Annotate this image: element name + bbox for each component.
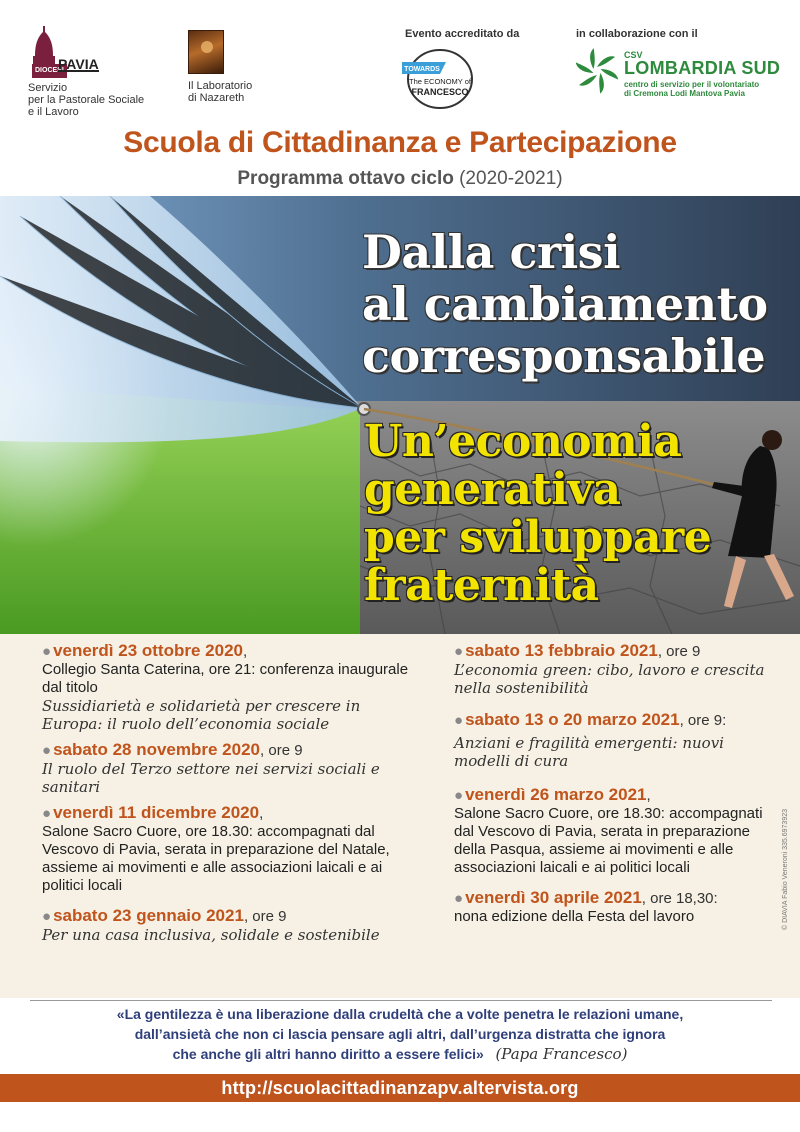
diocesi-mark-label: DIOCESI xyxy=(32,64,67,78)
accredited-label: Evento accreditato da xyxy=(405,28,520,40)
event-item xyxy=(454,786,774,877)
laboratorio-logo-block xyxy=(188,30,308,104)
bullet-icon: ● xyxy=(42,908,52,925)
quote-block xyxy=(0,1004,800,1064)
event-item xyxy=(42,642,422,733)
csv-flower-icon xyxy=(574,48,620,94)
program-section xyxy=(0,634,800,998)
event-title: Il ruolo del Terzo settore nei servizi sociali e sanitari xyxy=(42,760,380,796)
event-item xyxy=(454,889,774,926)
subtitle-bold: Programma ottavo ciclo xyxy=(237,168,454,189)
csv-name: LOMBARDIA SUD xyxy=(624,58,781,78)
diocesi-logo-block xyxy=(28,26,158,118)
event-description: Salone Sacro Cuore, ore 18.30: accompagnati dal Vescovo di Pavia, serata in preparazione della Pasqua, assieme ai movimenti e alle associazioni laicali e ai politici locali xyxy=(454,805,763,876)
page-title: Scuola di Cittadinanza e Partecipazione xyxy=(123,126,677,159)
event-description: nona edizione della Festa del lavoro xyxy=(454,908,695,925)
diocesi-line-2: per la Pastorale Sociale xyxy=(28,94,145,106)
event-date: venerdì 26 marzo 2021 xyxy=(465,785,647,804)
hero-sub-line-1: Un’economia xyxy=(364,416,682,467)
csv-logo-block xyxy=(574,44,784,100)
laboratorio-line-2: di Nazareth xyxy=(188,92,245,104)
event-time: , ore 18,30: xyxy=(641,890,718,907)
laboratorio-line-1: Il Laboratorio xyxy=(188,80,253,92)
event-title: Per una casa inclusiva, solidale e sostenibile xyxy=(42,926,380,944)
event-time: , xyxy=(646,787,651,804)
quote-line-1: «La gentilezza è una liberazione dalla crudeltà che a volte penetra le relazioni umane, xyxy=(116,1006,684,1022)
eof-line-2: The ECONOMY of xyxy=(409,77,471,86)
event-description: Collegio Santa Caterina, ore 21: conferenza inaugurale dal titolo xyxy=(42,661,409,696)
events-column-right xyxy=(454,642,774,934)
event-description: Salone Sacro Cuore, ore 18.30: accompagnati dal Vescovo di Pavia, serata in preparazione del Natale, assieme ai movimenti e alle associazioni laicali e ai politici locali xyxy=(42,823,390,894)
collaboration-label: in collaborazione con il xyxy=(576,28,698,40)
diocesi-mark-city: PAVIA xyxy=(58,56,99,72)
event-title: Anziani e fragilità emergenti: nuovi modelli di cura xyxy=(454,734,724,770)
event-time: , xyxy=(242,643,248,660)
event-time: , ore 9: xyxy=(679,712,727,729)
event-item xyxy=(454,642,774,697)
hero-sub-line-3: per sviluppare xyxy=(364,512,712,563)
csv-acronym: CSV xyxy=(624,50,643,60)
laboratorio-image xyxy=(188,30,224,74)
event-date: sabato 23 gennaio 2021 xyxy=(53,906,244,925)
footer-bar xyxy=(0,1074,800,1102)
bullet-icon: ● xyxy=(42,805,52,822)
economy-of-francesco-badge xyxy=(400,46,476,110)
event-item xyxy=(42,741,422,796)
bullet-icon: ● xyxy=(454,643,464,660)
photo-credit: © DIAVIA Fabio Veneroni 335.6973923 xyxy=(782,808,789,930)
bullet-icon: ● xyxy=(42,742,52,759)
event-time: , ore 9 xyxy=(243,908,287,925)
event-date: sabato 13 o 20 marzo 2021 xyxy=(465,710,680,729)
hero-title-line-1: Dalla crisi xyxy=(362,225,621,279)
diocesi-line-1: Servizio xyxy=(28,82,68,94)
bullet-icon: ● xyxy=(454,787,464,804)
hero-sub-line-2: generativa xyxy=(364,464,621,515)
quote-author: (Papa Francesco) xyxy=(495,1045,628,1063)
event-title: Sussidiarietà e solidarietà per crescere in Europa: il ruolo dell’economia sociale xyxy=(42,697,361,733)
event-time: , ore 9 xyxy=(657,643,701,660)
hero-banner xyxy=(0,196,800,634)
hero-title xyxy=(362,226,768,382)
page-subtitle xyxy=(0,168,800,190)
csv-sub-line-1: centro di servizio per il volontariato xyxy=(624,80,760,89)
bullet-icon: ● xyxy=(454,712,464,729)
diocesi-logo xyxy=(28,26,100,78)
quote-line-3: che anche gli altri hanno diritto a essere felici» xyxy=(172,1046,484,1062)
event-date: venerdì 30 aprile 2021 xyxy=(465,888,642,907)
hero-title-line-2: al cambiamento xyxy=(362,277,768,331)
hero-sub-line-4: fraternità xyxy=(364,560,599,611)
event-item xyxy=(454,711,774,770)
divider xyxy=(30,1000,772,1001)
event-time: , xyxy=(259,805,264,822)
website-link[interactable]: http://scuolacittadinanzapv.altervista.org xyxy=(221,1078,579,1098)
event-item xyxy=(42,907,422,944)
subtitle-years: (2020-2021) xyxy=(453,168,563,189)
events-column-left xyxy=(42,642,422,952)
event-date: sabato 28 novembre 2020 xyxy=(53,740,261,759)
event-date: venerdì 23 ottobre 2020 xyxy=(53,641,243,660)
csv-subtitle xyxy=(624,80,794,98)
eof-line-1: TOWARDS xyxy=(404,66,440,73)
event-title: L’economia green: cibo, lavoro e crescita nella sostenibilità xyxy=(454,661,765,697)
eof-line-3: FRANCESCO xyxy=(411,87,469,97)
quote-line-2: dall’ansietà che non ci lascia pensare agli altri, dall’urgenza distratta che ignora xyxy=(134,1026,666,1042)
bullet-icon: ● xyxy=(454,890,464,907)
csv-sub-line-2: di Cremona Lodi Mantova Pavia xyxy=(624,89,745,98)
diocesi-line-3: e il Lavoro xyxy=(28,106,79,118)
event-item xyxy=(42,804,422,895)
event-time: , ore 9 xyxy=(260,742,303,759)
bullet-icon: ● xyxy=(42,643,52,660)
hero-title-line-3: corresponsabile xyxy=(362,329,766,383)
hero-subtitle xyxy=(364,418,711,610)
event-date: sabato 13 febbraio 2021 xyxy=(465,641,658,660)
event-date: venerdì 11 dicembre 2020 xyxy=(53,803,260,822)
